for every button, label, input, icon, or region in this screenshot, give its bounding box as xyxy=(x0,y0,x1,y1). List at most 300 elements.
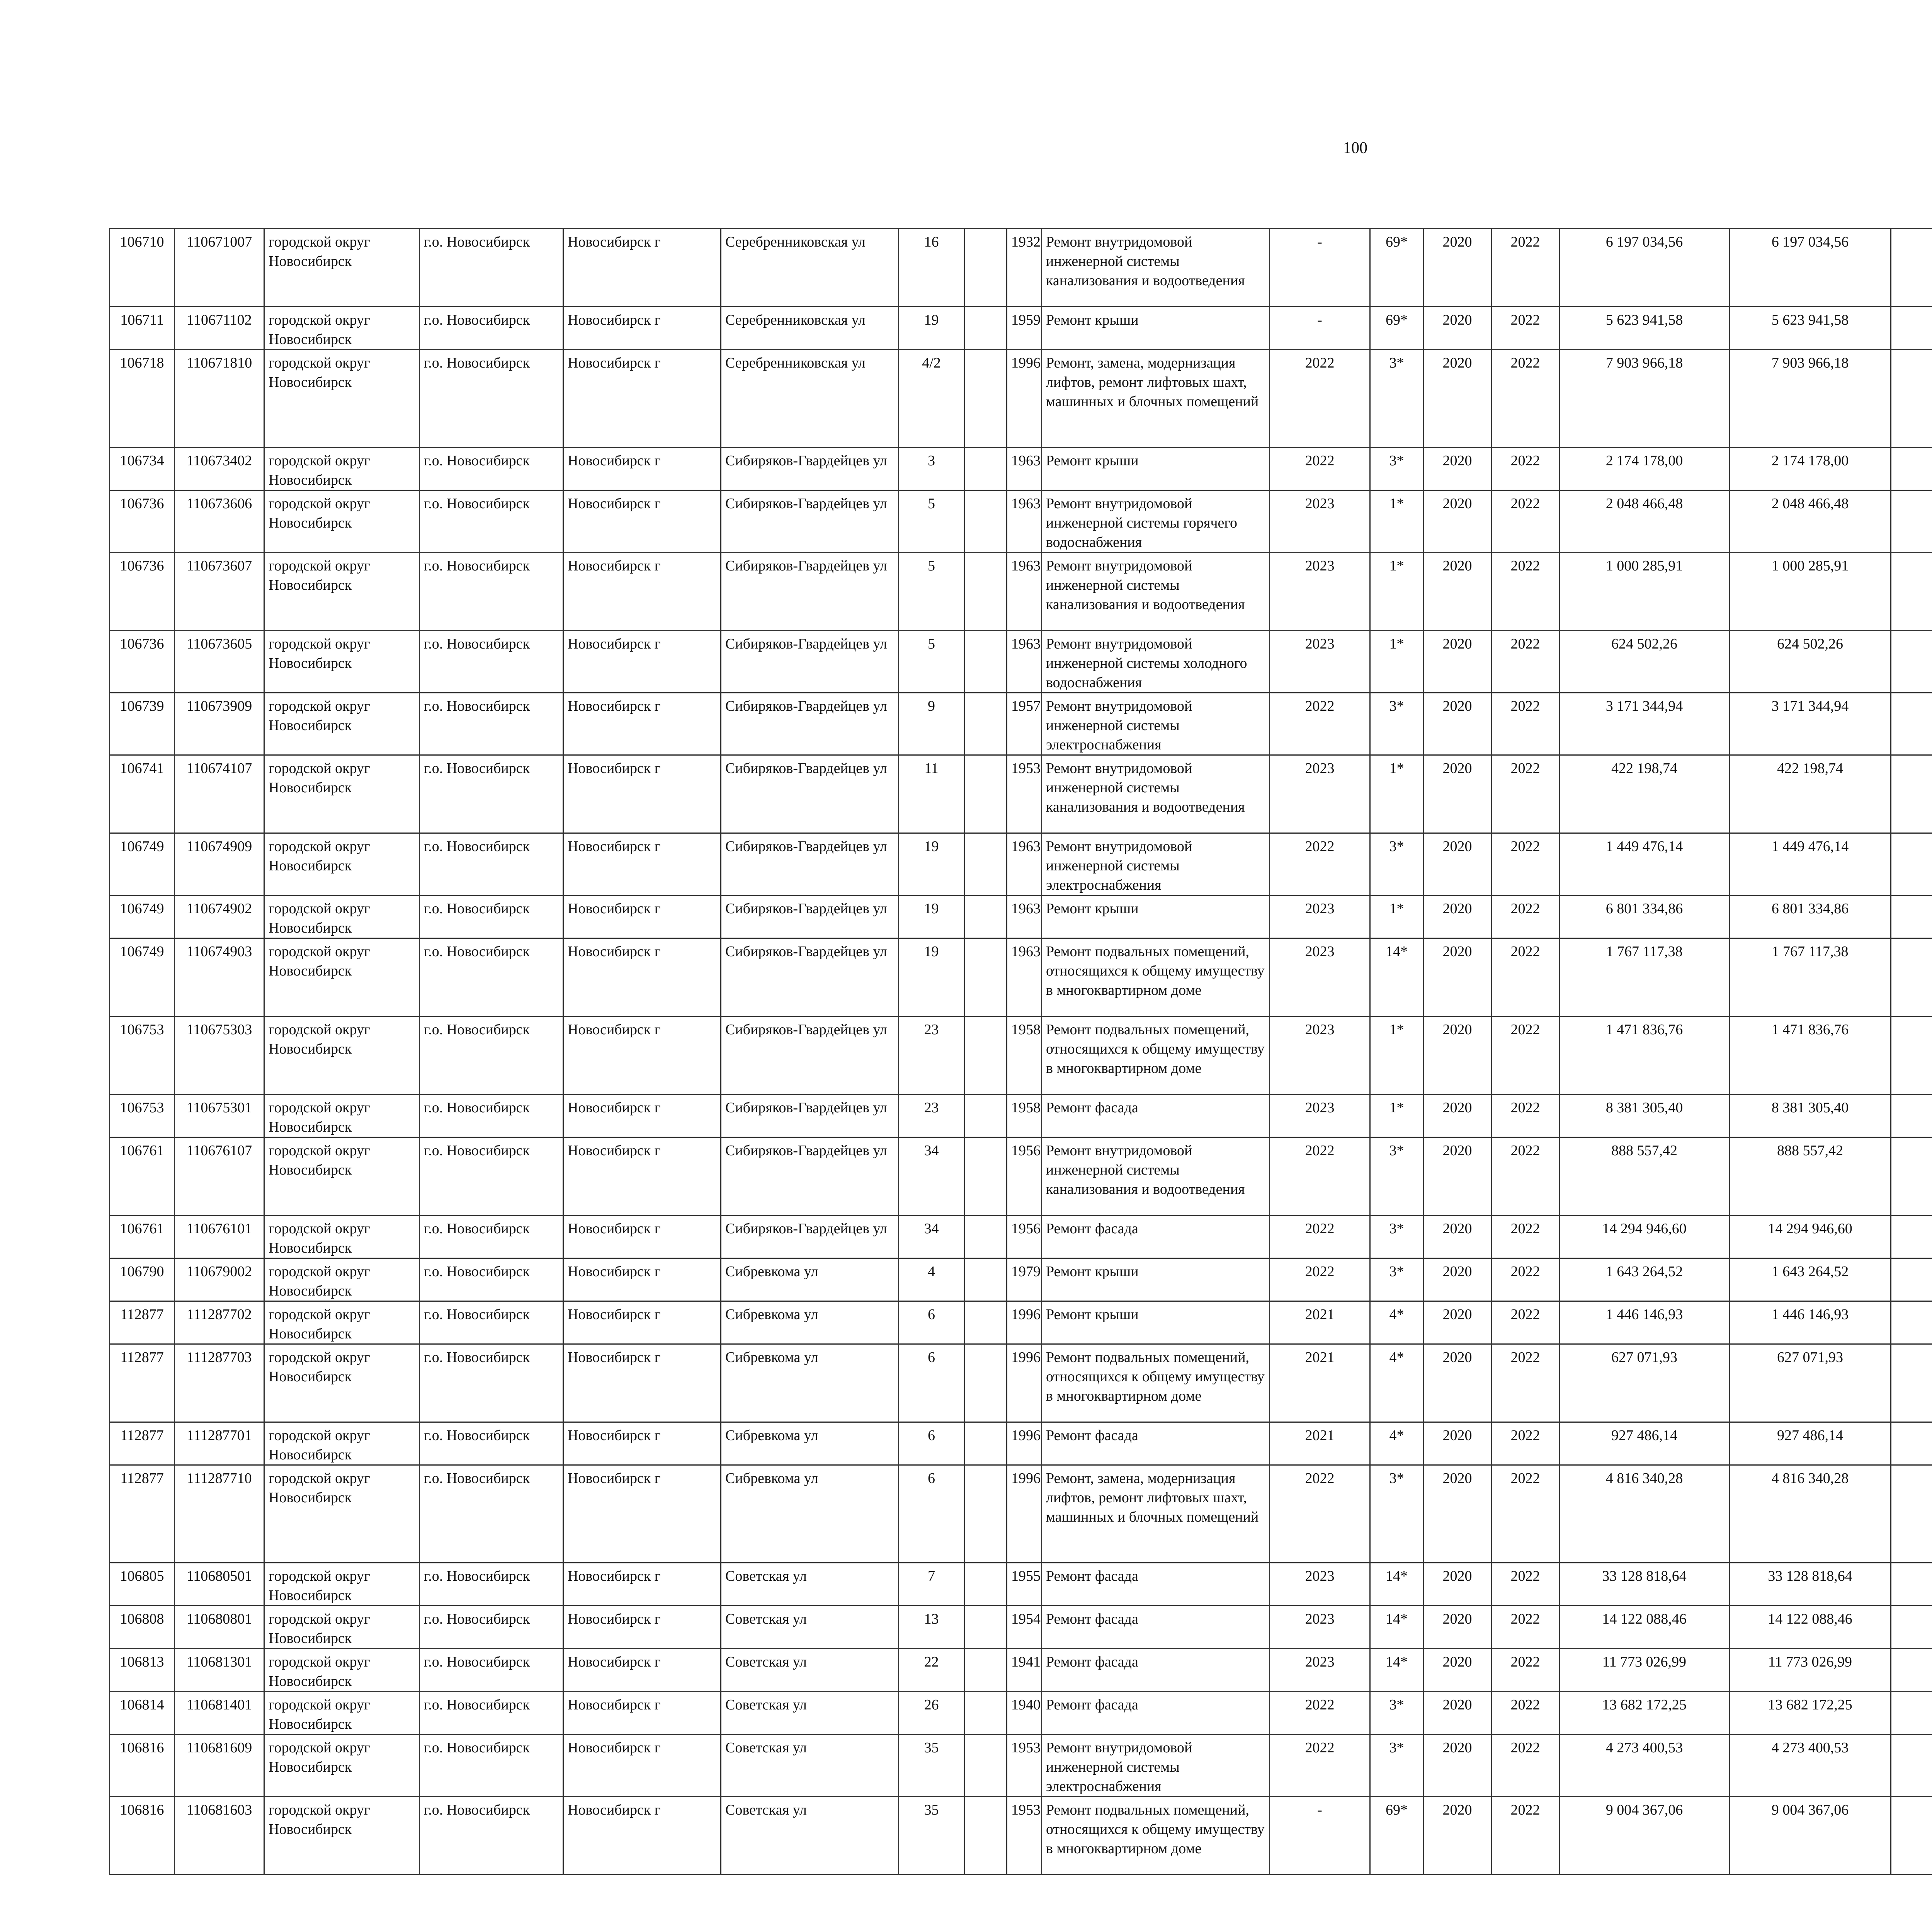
year-built-cell: 1963 xyxy=(1007,631,1042,693)
period-end-cell: 2022 xyxy=(1492,1137,1560,1216)
year-built-cell: 1954 xyxy=(1007,1606,1042,1649)
locality-cell: Новосибирск г xyxy=(563,229,721,307)
fund-cost-cell: 4 816 340,28 xyxy=(1730,1465,1891,1563)
total-cost-cell: 6 197 034,56 xyxy=(1560,229,1730,307)
period-start-cell: 2020 xyxy=(1423,448,1492,490)
fund-cost-cell: 2 174 178,00 xyxy=(1730,448,1891,490)
year-built-cell: 1953 xyxy=(1007,1735,1042,1797)
work-type-cell: Ремонт внутридомовой инженерной системы канализования и водоотведения xyxy=(1042,755,1270,833)
table-row xyxy=(110,1422,1932,1465)
plan-year-cell: 2023 xyxy=(1270,1606,1370,1649)
federal-cost-cell xyxy=(1891,631,1932,693)
municipality-cell: городской округ Новосибирск xyxy=(264,1465,420,1563)
note-code-cell: 4* xyxy=(1370,1422,1423,1465)
federal-cost-cell xyxy=(1891,1301,1932,1344)
period-end-cell: 2022 xyxy=(1492,938,1560,1016)
house-id-cell: 112877 xyxy=(110,1301,175,1344)
district-cell: г.о. Новосибирск xyxy=(420,1735,563,1797)
municipality-cell: городской округ Новосибирск xyxy=(264,490,420,553)
municipality-cell: городской округ Новосибирск xyxy=(264,307,420,350)
table-row xyxy=(110,833,1932,896)
work-type-cell: Ремонт фасада xyxy=(1042,1422,1270,1465)
fund-cost-cell: 33 128 818,64 xyxy=(1730,1563,1891,1606)
table-row xyxy=(110,1735,1932,1797)
fund-cost-cell: 5 623 941,58 xyxy=(1730,307,1891,350)
total-cost-cell: 14 122 088,46 xyxy=(1560,1606,1730,1649)
house-number-cell: 3 xyxy=(899,448,964,490)
fund-cost-cell: 1 643 264,52 xyxy=(1730,1258,1891,1301)
locality-cell: Новосибирск г xyxy=(563,1344,721,1422)
building-cell xyxy=(964,755,1007,833)
street-cell: Серебренниковская ул xyxy=(721,350,899,448)
plan-year-cell: 2022 xyxy=(1270,1258,1370,1301)
municipality-cell: городской округ Новосибирск xyxy=(264,1137,420,1216)
period-end-cell: 2022 xyxy=(1492,448,1560,490)
house-id-cell: 106753 xyxy=(110,1095,175,1137)
period-end-cell: 2022 xyxy=(1492,1465,1560,1563)
table-row xyxy=(110,307,1932,350)
work-id-cell: 110674903 xyxy=(175,938,264,1016)
period-end-cell: 2022 xyxy=(1492,755,1560,833)
total-cost-cell: 2 048 466,48 xyxy=(1560,490,1730,553)
street-cell: Сибиряков-Гвардейцев ул xyxy=(721,833,899,896)
municipality-cell: городской округ Новосибирск xyxy=(264,1649,420,1692)
house-number-cell: 7 xyxy=(899,1563,964,1606)
federal-cost-cell xyxy=(1891,448,1932,490)
table-row xyxy=(110,553,1932,631)
house-id-cell: 106813 xyxy=(110,1649,175,1692)
work-type-cell: Ремонт внутридомовой инженерной системы электроснабжения xyxy=(1042,833,1270,896)
street-cell: Серебренниковская ул xyxy=(721,307,899,350)
building-cell xyxy=(964,938,1007,1016)
work-type-cell: Ремонт подвальных помещений, относящихся к общему имуществу в многоквартирном доме xyxy=(1042,1344,1270,1422)
street-cell: Советская ул xyxy=(721,1606,899,1649)
plan-year-cell: - xyxy=(1270,307,1370,350)
period-end-cell: 2022 xyxy=(1492,1216,1560,1258)
house-id-cell: 106749 xyxy=(110,938,175,1016)
house-number-cell: 16 xyxy=(899,229,964,307)
house-number-cell: 6 xyxy=(899,1344,964,1422)
year-built-cell: 1956 xyxy=(1007,1137,1042,1216)
building-cell xyxy=(964,1216,1007,1258)
locality-cell: Новосибирск г xyxy=(563,1735,721,1797)
period-end-cell: 2022 xyxy=(1492,1563,1560,1606)
work-type-cell: Ремонт внутридомовой инженерной системы электроснабжения xyxy=(1042,693,1270,755)
fund-cost-cell: 14 294 946,60 xyxy=(1730,1216,1891,1258)
municipality-cell: городской округ Новосибирск xyxy=(264,350,420,448)
locality-cell: Новосибирск г xyxy=(563,553,721,631)
locality-cell: Новосибирск г xyxy=(563,1095,721,1137)
work-id-cell: 110681401 xyxy=(175,1692,264,1735)
locality-cell: Новосибирск г xyxy=(563,1422,721,1465)
period-start-cell: 2020 xyxy=(1423,1606,1492,1649)
fund-cost-cell: 1 767 117,38 xyxy=(1730,938,1891,1016)
plan-year-cell: 2023 xyxy=(1270,490,1370,553)
period-end-cell: 2022 xyxy=(1492,1649,1560,1692)
federal-cost-cell xyxy=(1891,1563,1932,1606)
work-id-cell: 110681609 xyxy=(175,1735,264,1797)
house-number-cell: 4 xyxy=(899,1258,964,1301)
fund-cost-cell: 14 122 088,46 xyxy=(1730,1606,1891,1649)
work-type-cell: Ремонт фасада xyxy=(1042,1692,1270,1735)
table-row xyxy=(110,1797,1932,1875)
period-start-cell: 2020 xyxy=(1423,938,1492,1016)
note-code-cell: 3* xyxy=(1370,350,1423,448)
municipality-cell: городской округ Новосибирск xyxy=(264,229,420,307)
work-type-cell: Ремонт крыши xyxy=(1042,896,1270,938)
table-row xyxy=(110,938,1932,1016)
work-id-cell: 110673605 xyxy=(175,631,264,693)
year-built-cell: 1996 xyxy=(1007,350,1042,448)
district-cell: г.о. Новосибирск xyxy=(420,1301,563,1344)
total-cost-cell: 9 004 367,06 xyxy=(1560,1797,1730,1875)
work-id-cell: 110671007 xyxy=(175,229,264,307)
federal-cost-cell xyxy=(1891,1137,1932,1216)
work-type-cell: Ремонт, замена, модернизация лифтов, ремонт лифтовых шахт, машинных и блочных помещений xyxy=(1042,1465,1270,1563)
plan-year-cell: 2022 xyxy=(1270,1137,1370,1216)
house-number-cell: 19 xyxy=(899,833,964,896)
period-start-cell: 2020 xyxy=(1423,350,1492,448)
building-cell xyxy=(964,1649,1007,1692)
period-end-cell: 2022 xyxy=(1492,1301,1560,1344)
note-code-cell: 1* xyxy=(1370,631,1423,693)
house-id-cell: 106761 xyxy=(110,1137,175,1216)
house-number-cell: 6 xyxy=(899,1422,964,1465)
federal-cost-cell xyxy=(1891,1258,1932,1301)
period-end-cell: 2022 xyxy=(1492,1422,1560,1465)
plan-year-cell: - xyxy=(1270,1797,1370,1875)
street-cell: Советская ул xyxy=(721,1563,899,1606)
locality-cell: Новосибирск г xyxy=(563,1016,721,1095)
fund-cost-cell: 1 471 836,76 xyxy=(1730,1016,1891,1095)
total-cost-cell: 1 643 264,52 xyxy=(1560,1258,1730,1301)
work-id-cell: 110681301 xyxy=(175,1649,264,1692)
period-start-cell: 2020 xyxy=(1423,1258,1492,1301)
work-type-cell: Ремонт внутридомовой инженерной системы горячего водоснабжения xyxy=(1042,490,1270,553)
house-id-cell: 106734 xyxy=(110,448,175,490)
table-row xyxy=(110,490,1932,553)
plan-year-cell: 2021 xyxy=(1270,1344,1370,1422)
house-id-cell: 112877 xyxy=(110,1422,175,1465)
federal-cost-cell xyxy=(1891,1216,1932,1258)
house-id-cell: 106753 xyxy=(110,1016,175,1095)
year-built-cell: 1955 xyxy=(1007,1563,1042,1606)
locality-cell: Новосибирск г xyxy=(563,1692,721,1735)
locality-cell: Новосибирск г xyxy=(563,1301,721,1344)
period-start-cell: 2020 xyxy=(1423,1735,1492,1797)
period-end-cell: 2022 xyxy=(1492,307,1560,350)
note-code-cell: 3* xyxy=(1370,693,1423,755)
total-cost-cell: 14 294 946,60 xyxy=(1560,1216,1730,1258)
municipality-cell: городской округ Новосибирск xyxy=(264,1216,420,1258)
total-cost-cell: 33 128 818,64 xyxy=(1560,1563,1730,1606)
street-cell: Сибревкома ул xyxy=(721,1258,899,1301)
locality-cell: Новосибирск г xyxy=(563,448,721,490)
work-id-cell: 110675303 xyxy=(175,1016,264,1095)
house-number-cell: 13 xyxy=(899,1606,964,1649)
note-code-cell: 14* xyxy=(1370,1563,1423,1606)
total-cost-cell: 5 623 941,58 xyxy=(1560,307,1730,350)
fund-cost-cell: 927 486,14 xyxy=(1730,1422,1891,1465)
building-cell xyxy=(964,1606,1007,1649)
district-cell: г.о. Новосибирск xyxy=(420,1216,563,1258)
table-row xyxy=(110,1137,1932,1216)
total-cost-cell: 2 174 178,00 xyxy=(1560,448,1730,490)
year-built-cell: 1996 xyxy=(1007,1422,1042,1465)
period-end-cell: 2022 xyxy=(1492,553,1560,631)
building-cell xyxy=(964,1735,1007,1797)
work-id-cell: 110680801 xyxy=(175,1606,264,1649)
street-cell: Серебренниковская ул xyxy=(721,229,899,307)
fund-cost-cell: 4 273 400,53 xyxy=(1730,1735,1891,1797)
year-built-cell: 1940 xyxy=(1007,1692,1042,1735)
municipality-cell: городской округ Новосибирск xyxy=(264,1735,420,1797)
federal-cost-cell xyxy=(1891,1797,1932,1875)
fund-cost-cell: 1 449 476,14 xyxy=(1730,833,1891,896)
note-code-cell: 3* xyxy=(1370,1137,1423,1216)
fund-cost-cell: 7 903 966,18 xyxy=(1730,350,1891,448)
district-cell: г.о. Новосибирск xyxy=(420,350,563,448)
district-cell: г.о. Новосибирск xyxy=(420,553,563,631)
note-code-cell: 14* xyxy=(1370,1606,1423,1649)
period-end-cell: 2022 xyxy=(1492,1095,1560,1137)
street-cell: Сибревкома ул xyxy=(721,1422,899,1465)
house-number-cell: 35 xyxy=(899,1797,964,1875)
table-row xyxy=(110,1216,1932,1258)
house-id-cell: 106808 xyxy=(110,1606,175,1649)
fund-cost-cell: 2 048 466,48 xyxy=(1730,490,1891,553)
work-id-cell: 110673402 xyxy=(175,448,264,490)
fund-cost-cell: 627 071,93 xyxy=(1730,1344,1891,1422)
work-id-cell: 111287703 xyxy=(175,1344,264,1422)
street-cell: Советская ул xyxy=(721,1649,899,1692)
building-cell xyxy=(964,229,1007,307)
municipality-cell: городской округ Новосибирск xyxy=(264,1344,420,1422)
house-number-cell: 22 xyxy=(899,1649,964,1692)
period-start-cell: 2020 xyxy=(1423,1016,1492,1095)
fund-cost-cell: 6 197 034,56 xyxy=(1730,229,1891,307)
municipality-cell: городской округ Новосибирск xyxy=(264,896,420,938)
period-end-cell: 2022 xyxy=(1492,1344,1560,1422)
note-code-cell: 69* xyxy=(1370,307,1423,350)
period-end-cell: 2022 xyxy=(1492,693,1560,755)
house-id-cell: 106711 xyxy=(110,307,175,350)
house-number-cell: 35 xyxy=(899,1735,964,1797)
district-cell: г.о. Новосибирск xyxy=(420,1258,563,1301)
year-built-cell: 1996 xyxy=(1007,1465,1042,1563)
plan-year-cell: 2022 xyxy=(1270,350,1370,448)
house-number-cell: 11 xyxy=(899,755,964,833)
plan-year-cell: 2022 xyxy=(1270,1692,1370,1735)
house-id-cell: 106749 xyxy=(110,896,175,938)
total-cost-cell: 422 198,74 xyxy=(1560,755,1730,833)
house-id-cell: 106736 xyxy=(110,553,175,631)
house-number-cell: 19 xyxy=(899,307,964,350)
locality-cell: Новосибирск г xyxy=(563,307,721,350)
building-cell xyxy=(964,553,1007,631)
note-code-cell: 1* xyxy=(1370,755,1423,833)
note-code-cell: 1* xyxy=(1370,490,1423,553)
municipality-cell: городской округ Новосибирск xyxy=(264,1095,420,1137)
period-end-cell: 2022 xyxy=(1492,631,1560,693)
street-cell: Сибиряков-Гвардейцев ул xyxy=(721,755,899,833)
plan-year-cell: 2022 xyxy=(1270,833,1370,896)
table-row xyxy=(110,350,1932,448)
work-id-cell: 110671102 xyxy=(175,307,264,350)
period-start-cell: 2020 xyxy=(1423,755,1492,833)
work-id-cell: 110673606 xyxy=(175,490,264,553)
locality-cell: Новосибирск г xyxy=(563,350,721,448)
year-built-cell: 1963 xyxy=(1007,938,1042,1016)
total-cost-cell: 3 171 344,94 xyxy=(1560,693,1730,755)
locality-cell: Новосибирск г xyxy=(563,938,721,1016)
period-start-cell: 2020 xyxy=(1423,631,1492,693)
work-type-cell: Ремонт внутридомовой инженерной системы канализования и водоотведения xyxy=(1042,1137,1270,1216)
total-cost-cell: 11 773 026,99 xyxy=(1560,1649,1730,1692)
street-cell: Сибиряков-Гвардейцев ул xyxy=(721,938,899,1016)
work-type-cell: Ремонт крыши xyxy=(1042,448,1270,490)
plan-year-cell: 2023 xyxy=(1270,553,1370,631)
table-body xyxy=(110,229,1932,1875)
house-number-cell: 26 xyxy=(899,1692,964,1735)
fund-cost-cell: 6 801 334,86 xyxy=(1730,896,1891,938)
plan-year-cell: 2023 xyxy=(1270,938,1370,1016)
street-cell: Сибиряков-Гвардейцев ул xyxy=(721,896,899,938)
building-cell xyxy=(964,1422,1007,1465)
table-row xyxy=(110,693,1932,755)
note-code-cell: 1* xyxy=(1370,553,1423,631)
house-number-cell: 5 xyxy=(899,553,964,631)
federal-cost-cell xyxy=(1891,896,1932,938)
district-cell: г.о. Новосибирск xyxy=(420,631,563,693)
municipality-cell: городской округ Новосибирск xyxy=(264,938,420,1016)
table-row xyxy=(110,1563,1932,1606)
district-cell: г.о. Новосибирск xyxy=(420,1137,563,1216)
page-number: 100 xyxy=(1343,139,1367,157)
district-cell: г.о. Новосибирск xyxy=(420,1016,563,1095)
street-cell: Сибиряков-Гвардейцев ул xyxy=(721,631,899,693)
plan-year-cell: 2023 xyxy=(1270,631,1370,693)
period-end-cell: 2022 xyxy=(1492,1797,1560,1875)
work-type-cell: Ремонт подвальных помещений, относящихся к общему имуществу в многоквартирном доме xyxy=(1042,1797,1270,1875)
fund-cost-cell: 422 198,74 xyxy=(1730,755,1891,833)
district-cell: г.о. Новосибирск xyxy=(420,1606,563,1649)
total-cost-cell: 1 446 146,93 xyxy=(1560,1301,1730,1344)
work-type-cell: Ремонт фасада xyxy=(1042,1606,1270,1649)
house-id-cell: 112877 xyxy=(110,1344,175,1422)
work-id-cell: 110673909 xyxy=(175,693,264,755)
period-start-cell: 2020 xyxy=(1423,307,1492,350)
work-type-cell: Ремонт внутридомовой инженерной системы канализования и водоотведения xyxy=(1042,229,1270,307)
federal-cost-cell xyxy=(1891,307,1932,350)
federal-cost-cell xyxy=(1891,755,1932,833)
plan-year-cell: 2023 xyxy=(1270,1016,1370,1095)
building-cell xyxy=(964,1797,1007,1875)
period-start-cell: 2020 xyxy=(1423,1465,1492,1563)
municipality-cell: городской округ Новосибирск xyxy=(264,1563,420,1606)
work-type-cell: Ремонт крыши xyxy=(1042,307,1270,350)
locality-cell: Новосибирск г xyxy=(563,896,721,938)
work-id-cell: 110674902 xyxy=(175,896,264,938)
period-start-cell: 2020 xyxy=(1423,833,1492,896)
plan-year-cell: 2021 xyxy=(1270,1301,1370,1344)
federal-cost-cell xyxy=(1891,833,1932,896)
total-cost-cell: 1 471 836,76 xyxy=(1560,1016,1730,1095)
municipality-cell: городской округ Новосибирск xyxy=(264,1016,420,1095)
district-cell: г.о. Новосибирск xyxy=(420,307,563,350)
total-cost-cell: 7 903 966,18 xyxy=(1560,350,1730,448)
table-row xyxy=(110,631,1932,693)
period-start-cell: 2020 xyxy=(1423,1216,1492,1258)
period-end-cell: 2022 xyxy=(1492,1735,1560,1797)
building-cell xyxy=(964,1465,1007,1563)
work-id-cell: 110676107 xyxy=(175,1137,264,1216)
note-code-cell: 3* xyxy=(1370,448,1423,490)
table-row xyxy=(110,896,1932,938)
fund-cost-cell: 3 171 344,94 xyxy=(1730,693,1891,755)
year-built-cell: 1958 xyxy=(1007,1095,1042,1137)
total-cost-cell: 6 801 334,86 xyxy=(1560,896,1730,938)
total-cost-cell: 627 071,93 xyxy=(1560,1344,1730,1422)
federal-cost-cell xyxy=(1891,1422,1932,1465)
total-cost-cell: 624 502,26 xyxy=(1560,631,1730,693)
house-number-cell: 19 xyxy=(899,938,964,1016)
work-id-cell: 110675301 xyxy=(175,1095,264,1137)
fund-cost-cell: 1 446 146,93 xyxy=(1730,1301,1891,1344)
work-id-cell: 110679002 xyxy=(175,1258,264,1301)
municipality-cell: городской округ Новосибирск xyxy=(264,1301,420,1344)
federal-cost-cell xyxy=(1891,553,1932,631)
federal-cost-cell xyxy=(1891,1735,1932,1797)
district-cell: г.о. Новосибирск xyxy=(420,448,563,490)
municipality-cell: городской округ Новосибирск xyxy=(264,1422,420,1465)
plan-year-cell: 2022 xyxy=(1270,448,1370,490)
district-cell: г.о. Новосибирск xyxy=(420,938,563,1016)
fund-cost-cell: 9 004 367,06 xyxy=(1730,1797,1891,1875)
locality-cell: Новосибирск г xyxy=(563,1649,721,1692)
period-start-cell: 2020 xyxy=(1423,896,1492,938)
house-number-cell: 19 xyxy=(899,896,964,938)
plan-year-cell: 2022 xyxy=(1270,693,1370,755)
period-start-cell: 2020 xyxy=(1423,1692,1492,1735)
year-built-cell: 1958 xyxy=(1007,1016,1042,1095)
municipality-cell: городской округ Новосибирск xyxy=(264,1797,420,1875)
plan-year-cell: 2023 xyxy=(1270,896,1370,938)
street-cell: Сибиряков-Гвардейцев ул xyxy=(721,1016,899,1095)
locality-cell: Новосибирск г xyxy=(563,833,721,896)
note-code-cell: 3* xyxy=(1370,1465,1423,1563)
work-id-cell: 110671810 xyxy=(175,350,264,448)
total-cost-cell: 888 557,42 xyxy=(1560,1137,1730,1216)
house-number-cell: 9 xyxy=(899,693,964,755)
work-id-cell: 110681603 xyxy=(175,1797,264,1875)
street-cell: Советская ул xyxy=(721,1797,899,1875)
work-id-cell: 111287702 xyxy=(175,1301,264,1344)
table-row xyxy=(110,1301,1932,1344)
locality-cell: Новосибирск г xyxy=(563,1258,721,1301)
plan-year-cell: 2023 xyxy=(1270,1563,1370,1606)
district-cell: г.о. Новосибирск xyxy=(420,1422,563,1465)
locality-cell: Новосибирск г xyxy=(563,1797,721,1875)
note-code-cell: 4* xyxy=(1370,1301,1423,1344)
municipality-cell: городской округ Новосибирск xyxy=(264,1258,420,1301)
district-cell: г.о. Новосибирск xyxy=(420,1095,563,1137)
period-end-cell: 2022 xyxy=(1492,490,1560,553)
period-end-cell: 2022 xyxy=(1492,1258,1560,1301)
plan-year-cell: 2022 xyxy=(1270,1465,1370,1563)
building-cell xyxy=(964,1095,1007,1137)
federal-cost-cell xyxy=(1891,350,1932,448)
